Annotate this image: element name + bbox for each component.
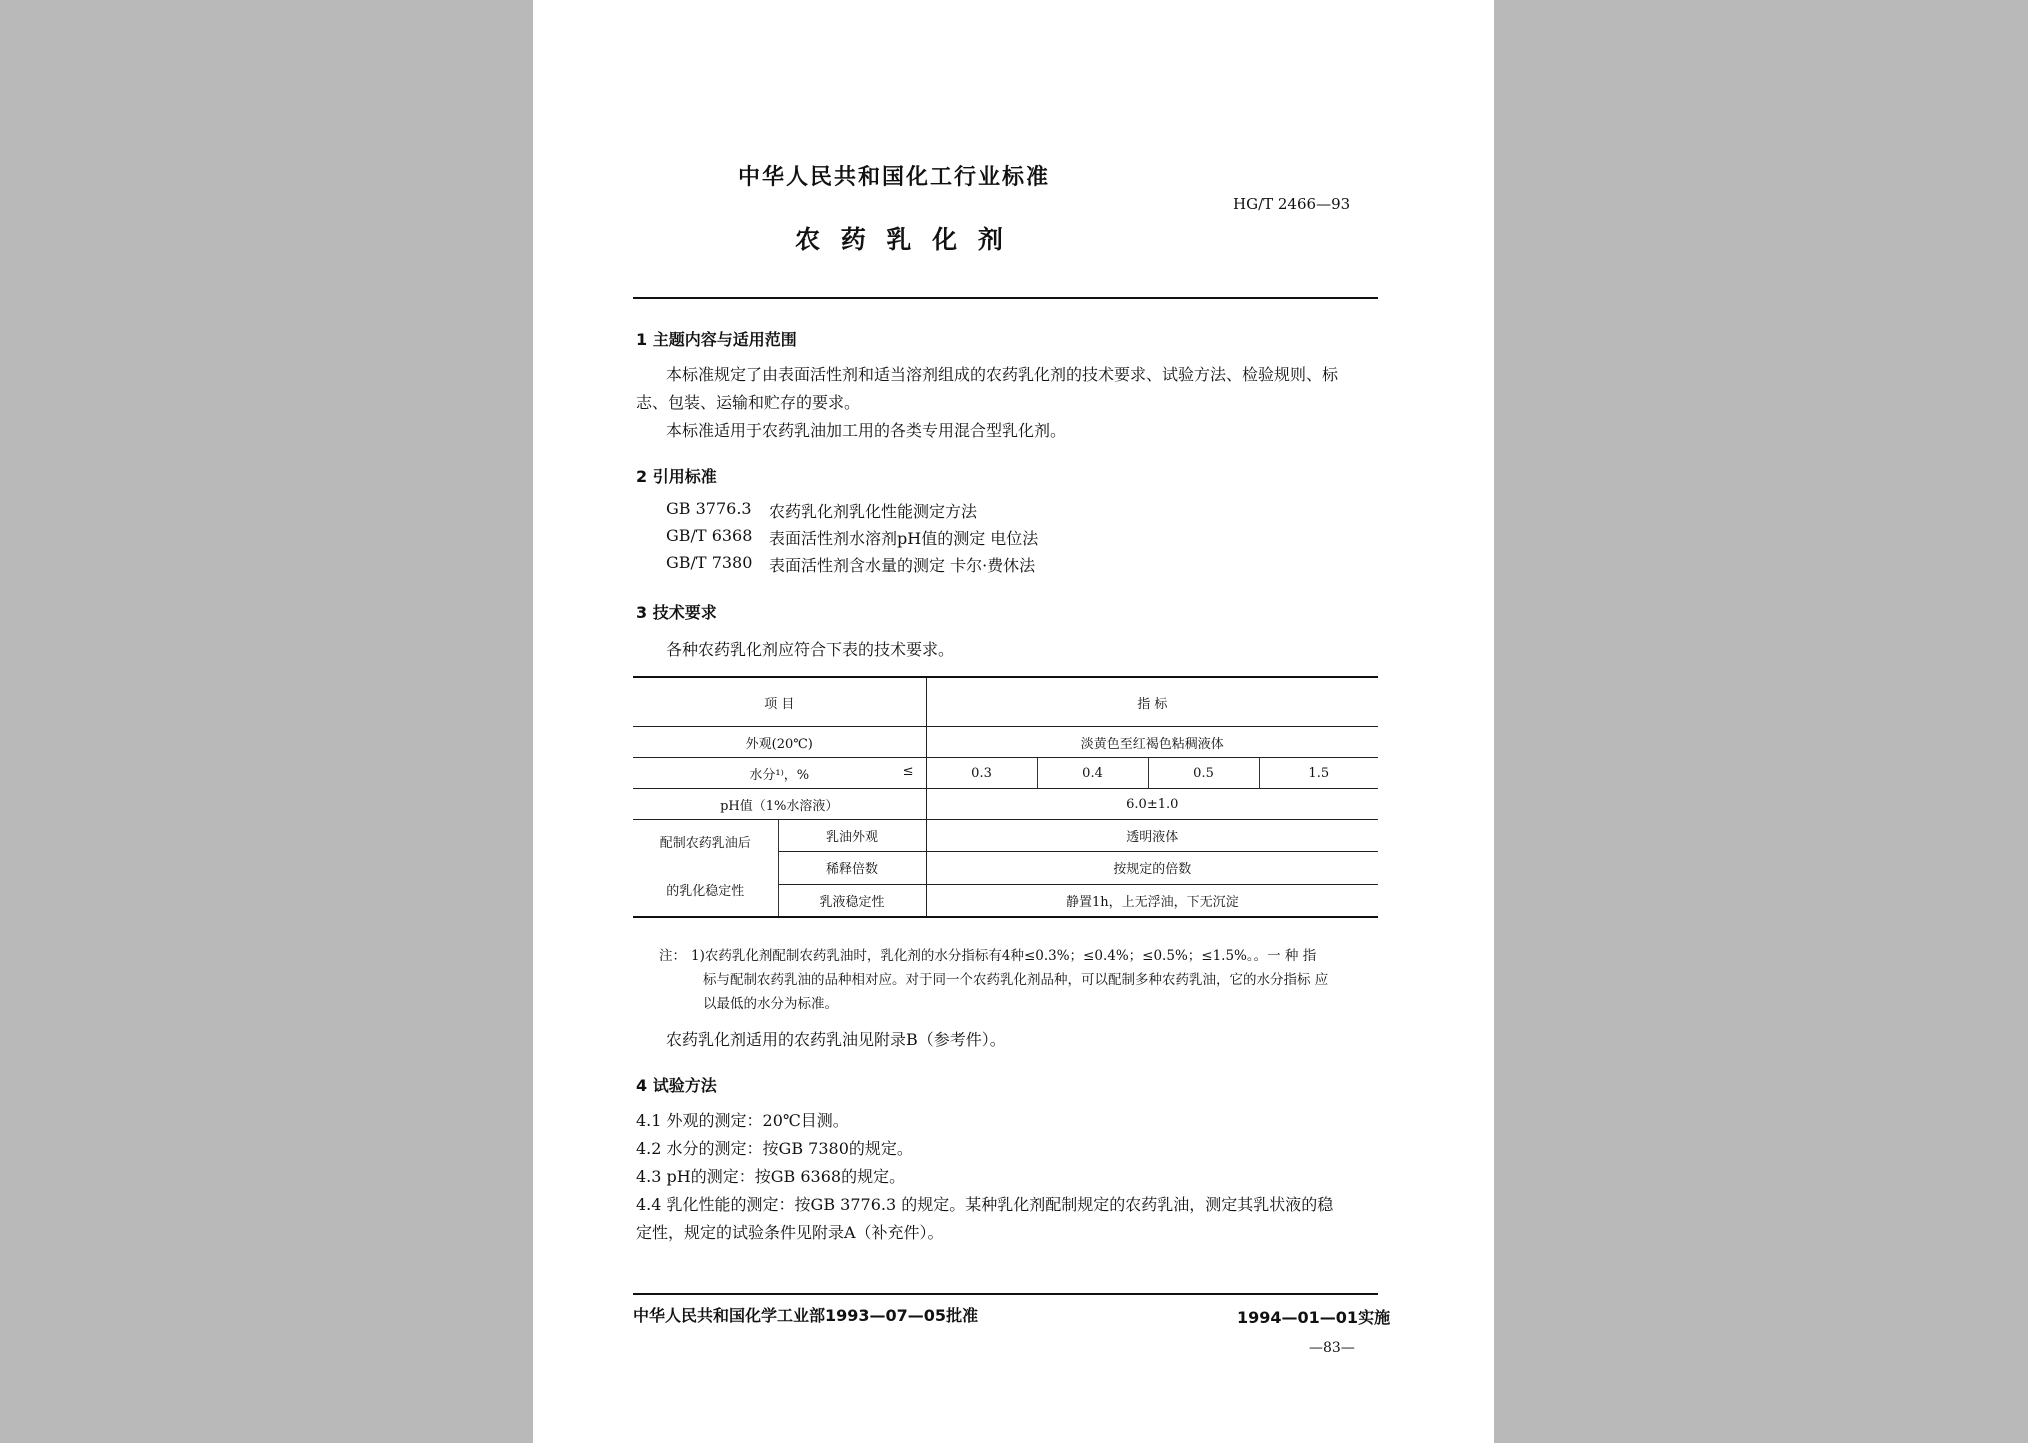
dilution-value: 按规定的倍数 xyxy=(926,852,1378,884)
stability-group-label xyxy=(633,820,778,918)
appearance-value: 淡黄色至红褐色粘稠液体 xyxy=(926,727,1378,758)
water-operator: ≤ xyxy=(902,764,914,779)
section-4-heading: 4 试验方法 xyxy=(636,1076,717,1095)
ph-value: 6.0±1.0 xyxy=(926,789,1378,820)
section-2-heading: 2 引用标准 xyxy=(636,467,717,486)
note-line-2: 标与配制农药乳油的品种相对应。对于同一个农药乳化剂品种，可以配制多种农药乳油，它的水分指标 应 xyxy=(703,972,1329,988)
approval-note: 中华人民共和国化学工业部1993—07—05批准 xyxy=(633,1306,979,1325)
test-method-item: 4.1 外观的测定：20℃目测。 xyxy=(636,1111,849,1130)
water-label: 水分¹⁾，% xyxy=(749,767,810,783)
effective-date: 1994—01—01实施 xyxy=(1237,1308,1391,1327)
water-value: 0.4 xyxy=(1037,758,1148,789)
water-label-cell xyxy=(633,758,926,789)
header-item: 项 目 xyxy=(633,677,926,727)
section-3-intro: 各种农药乳化剂应符合下表的技术要求。 xyxy=(666,640,955,659)
ref-title: 表面活性剂含水量的测定 卡尔·费休法 xyxy=(769,556,1036,575)
note-label: 注： xyxy=(659,948,686,964)
stability-group-line-1: 配制农药乳油后 xyxy=(659,836,751,851)
water-value: 1.5 xyxy=(1259,758,1378,789)
emulsion-appearance-value: 透明液体 xyxy=(926,820,1378,852)
appearance-label: 外观(20℃) xyxy=(633,727,926,758)
emulsion-appearance-label: 乳油外观 xyxy=(778,820,926,852)
test-method-item: 4.3 pH的测定：按GB 6368的规定。 xyxy=(636,1167,906,1186)
document-page xyxy=(533,0,1494,1443)
section-3-heading: 3 技术要求 xyxy=(636,603,717,622)
test-method-item-4-line-2: 定性，规定的试验条件见附录A（补充件）。 xyxy=(636,1223,944,1242)
dilution-label: 稀释倍数 xyxy=(778,852,926,884)
water-row xyxy=(633,758,1378,789)
section-1-heading: 1 主题内容与适用范围 xyxy=(636,330,797,349)
ref-code: GB/T 7380 xyxy=(666,553,753,572)
note-line-1: 1)农药乳化剂配制农药乳油时，乳化剂的水分指标有4种≤0.3%；≤0.4%；≤0.5%；≤1.5%。。一 种 指 xyxy=(691,948,1317,964)
ref-title: 表面活性剂水溶剂pH值的测定 电位法 xyxy=(769,529,1039,548)
section-1-para-1-line-2: 志、包装、运输和贮存的要求。 xyxy=(636,393,861,412)
water-value: 0.3 xyxy=(926,758,1037,789)
document-title: 农 药 乳 化 剂 xyxy=(795,225,1009,254)
ph-label: pH值（1%水溶液） xyxy=(633,789,926,820)
test-method-item-4-line-1: 4.4 乳化性能的测定：按GB 3776.3 的规定。某种乳化剂配制规定的农药乳油，测定其乳状液的稳 xyxy=(636,1195,1334,1214)
standard-code: HG/T 2466—93 xyxy=(1233,195,1351,213)
test-method-item: 4.2 水分的测定：按GB 7380的规定。 xyxy=(636,1139,913,1158)
header-index: 指 标 xyxy=(926,677,1378,727)
ref-code: GB 3776.3 xyxy=(666,499,752,518)
ref-title: 农药乳化剂乳化性能测定方法 xyxy=(769,502,978,521)
ref-code: GB/T 6368 xyxy=(666,526,753,545)
footer-rule xyxy=(633,1293,1378,1295)
header-rule xyxy=(633,297,1378,299)
emulsion-stability-value: 静置1h，上无浮油，下无沉淀 xyxy=(1065,894,1239,910)
annex-reference: 农药乳化剂适用的农药乳油见附录B（参考件）。 xyxy=(666,1030,1006,1049)
stability-group-line-2: 的乳化稳定性 xyxy=(666,884,745,899)
section-1-para-2: 本标准适用于农药乳油加工用的各类专用混合型乳化剂。 xyxy=(666,421,1067,440)
water-value: 0.5 xyxy=(1148,758,1259,789)
spec-table xyxy=(633,676,1378,918)
org-title: 中华人民共和国化工行业标准 xyxy=(738,165,1051,190)
page-number: —83— xyxy=(1309,1340,1355,1356)
note-line-3: 以最低的水分为标准。 xyxy=(703,996,838,1012)
section-1-para-1-line-1: 本标准规定了由表面活性剂和适当溶剂组成的农药乳化剂的技术要求、试验方法、检验规则、标 xyxy=(666,365,1339,384)
emulsion-stability-label: 乳液稳定性 xyxy=(778,884,926,917)
